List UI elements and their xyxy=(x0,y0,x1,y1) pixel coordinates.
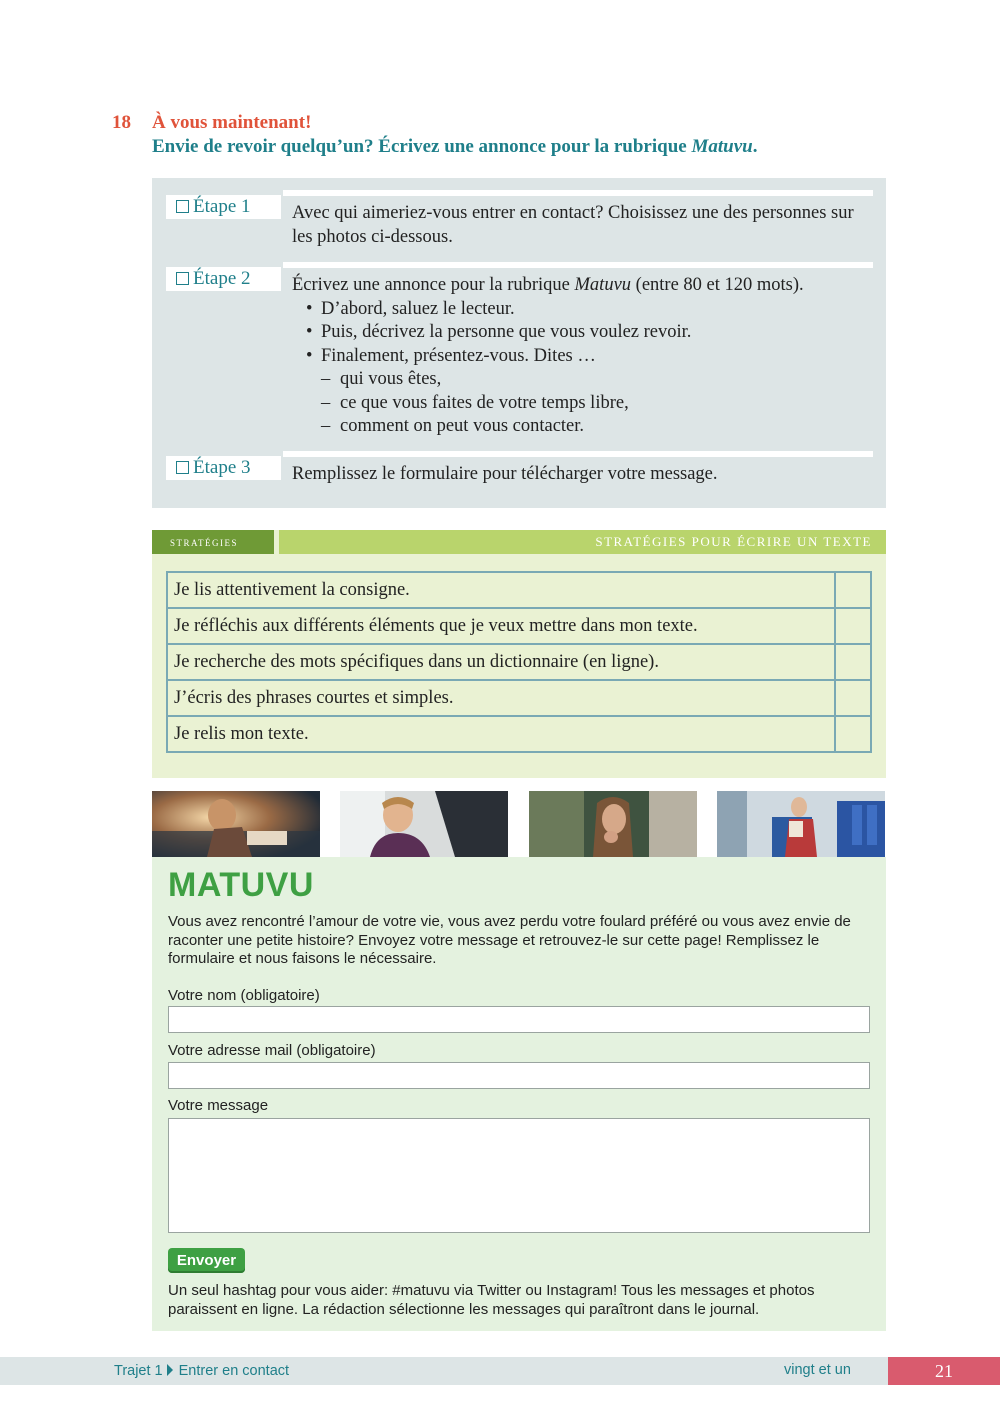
checkbox-icon[interactable] xyxy=(176,200,189,213)
step-3-text: Remplissez le formulaire pour télécharger votre message. xyxy=(292,464,718,484)
step-2-intro-b: (entre 80 et 120 mots). xyxy=(631,275,804,295)
checklist-row xyxy=(167,716,871,752)
checklist-text: Je recherche des mots spécifiques dans un dictionnaire (en ligne). xyxy=(167,644,835,680)
checkbox-icon[interactable] xyxy=(176,461,189,474)
step-1-label[interactable] xyxy=(166,195,281,219)
man-reading-train-seat-photo xyxy=(717,791,885,857)
checklist-text: Je réfléchis aux différents éléments que je veux mettre dans mon texte. xyxy=(167,608,835,644)
name-label: Votre nom (obligatoire) xyxy=(168,987,320,1004)
footer-section: Entrer en contact xyxy=(178,1363,290,1379)
step-2-intro xyxy=(292,274,862,298)
email-label: Votre adresse mail (obligatoire) xyxy=(168,1042,376,1059)
exercise-number: 18 xyxy=(112,112,131,133)
dash-item: – ce que vous faites de votre temps libre, xyxy=(292,392,862,416)
checklist-checkbox[interactable] xyxy=(835,572,871,608)
checkbox-icon[interactable] xyxy=(176,272,189,285)
strategies-heading: STRATÉGIES POUR ÉCRIRE UN TEXTE xyxy=(279,530,886,554)
step-2-intro-italic: Matuvu xyxy=(574,275,632,295)
step-2-text xyxy=(292,274,862,439)
message-label: Votre message xyxy=(168,1097,269,1114)
send-button[interactable]: Envoyer xyxy=(168,1248,245,1273)
checklist-text: J’écris des phrases courtes et simples. xyxy=(167,680,835,716)
dash-item: – comment on peut vous contacter. xyxy=(292,415,862,439)
checklist-row xyxy=(167,572,871,608)
triangle-right-icon xyxy=(167,1364,173,1376)
matuvu-intro: Vous avez rencontré l’amour de votre vie, vous avez perdu votre foulard préféré ou vous avez envie de raconter une petite histoire? Envoyez votre message et retrouvez-le sur cette page! Remplissez le formulaire et nous faisons le nécessaire. xyxy=(168,913,851,967)
strategies-checklist xyxy=(166,571,872,753)
step-3-label[interactable] xyxy=(166,456,281,480)
strategies-tab: stratégies xyxy=(152,530,274,554)
dash-item: – qui vous êtes, xyxy=(292,368,862,392)
subtitle-end: . xyxy=(752,136,758,157)
step-divider xyxy=(283,262,873,268)
exercise-subtitle xyxy=(152,136,757,158)
exercise-title: À vous maintenant! xyxy=(152,112,312,133)
checklist-checkbox[interactable] xyxy=(835,716,871,752)
step-1-text: Avec qui aimeriez-vous entrer en contact? Choisissez une des personnes sur les photos ci-dessous. xyxy=(292,203,854,247)
step-2-intro-a: Écrivez une annonce pour la rubrique xyxy=(292,275,575,295)
step-divider xyxy=(283,451,873,457)
step-label-text: Étape 2 xyxy=(193,268,251,289)
step-2-label[interactable] xyxy=(166,267,281,291)
footer-breadcrumb xyxy=(114,1363,289,1379)
bullet-item: • Finalement, présentez-vous. Dites … xyxy=(292,345,862,369)
checklist-text: Je relis mon texte. xyxy=(167,716,835,752)
bullet-item: • D’abord, saluez le lecteur. xyxy=(292,298,862,322)
checklist-row xyxy=(167,608,871,644)
checklist-checkbox[interactable] xyxy=(835,644,871,680)
checklist-row xyxy=(167,644,871,680)
checklist-checkbox[interactable] xyxy=(835,680,871,716)
email-input[interactable] xyxy=(168,1062,870,1089)
woman-reading-photo xyxy=(152,791,320,857)
message-textarea[interactable] xyxy=(168,1118,870,1233)
matuvu-footer-note: Un seul hashtag pour vous aider: #matuvu via Twitter ou Instagram! Tous les messages et photos paraissent en ligne. La rédaction sélectionne les messages qui paraîtront dans le journal. xyxy=(168,1282,815,1318)
step-label-text: Étape 1 xyxy=(193,196,251,217)
checklist-checkbox[interactable] xyxy=(835,608,871,644)
checklist-row xyxy=(167,680,871,716)
matuvu-title: MATUVU xyxy=(168,866,314,904)
page-number: 21 xyxy=(888,1357,1000,1385)
subtitle-italic: Matuvu xyxy=(691,136,753,157)
step-divider xyxy=(283,190,873,196)
checklist-text: Je lis attentivement la consigne. xyxy=(167,572,835,608)
footer-page-words: vingt et un xyxy=(784,1362,851,1378)
step-label-text: Étape 3 xyxy=(193,457,251,478)
subtitle-text: Envie de revoir quelqu’un? Écrivez une annonce pour la rubrique xyxy=(152,136,692,157)
bullet-item: • Puis, décrivez la personne que vous voulez revoir. xyxy=(292,321,862,345)
footer-trajet: Trajet 1 xyxy=(114,1363,163,1379)
young-man-train-window-photo xyxy=(340,791,508,857)
pensive-woman-window-photo xyxy=(529,791,697,857)
name-input[interactable] xyxy=(168,1006,870,1033)
